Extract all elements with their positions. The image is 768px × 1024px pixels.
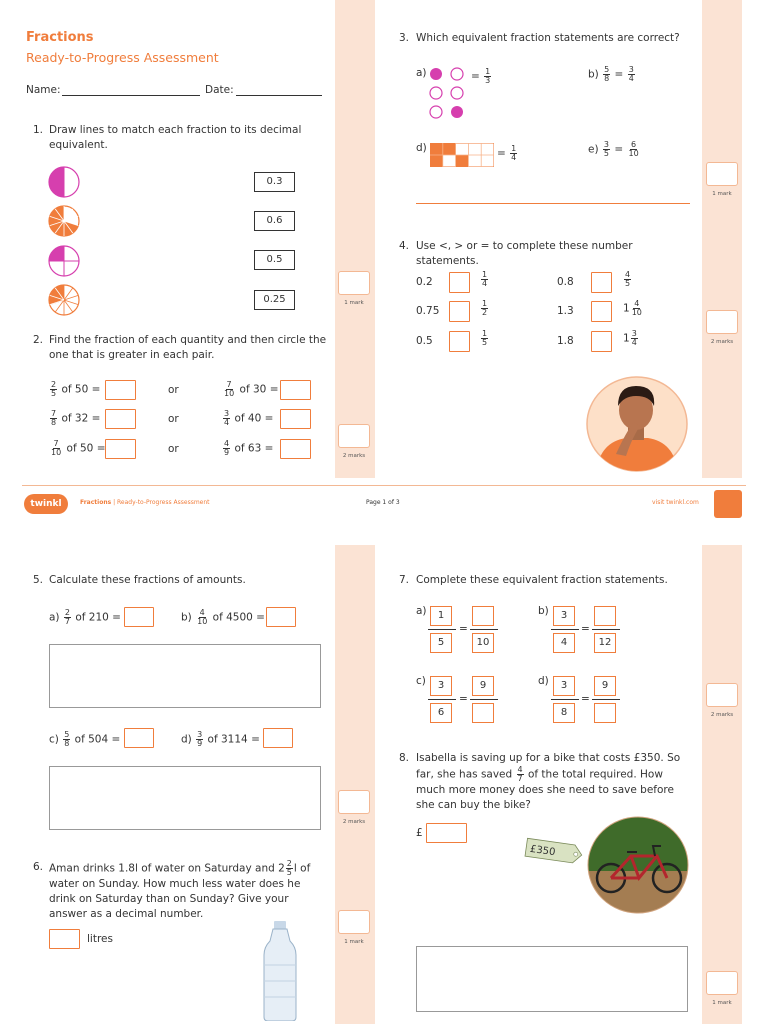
decimal-box-4: 0.25 [254, 290, 295, 310]
q7-c-eq: = [459, 693, 468, 705]
mark-label-q8: 1 mark [712, 1000, 732, 1006]
q3-a-eq: = $\frac{1}{3}$ [471, 67, 491, 85]
q2-row-1-right: $\frac{7}{10}$ of 30 = [224, 380, 279, 398]
q7-a-line-right [470, 629, 498, 630]
circle-half-pink [49, 167, 79, 197]
q3-a-dots [428, 66, 468, 122]
q2-answer-2-left[interactable] [105, 409, 136, 429]
q7-b-answer[interactable] [594, 606, 616, 626]
mark-label-q3: 1 mark [712, 191, 732, 197]
date-label: Date: [205, 84, 234, 96]
q7-text: Complete these equivalent fraction statements. [416, 574, 668, 586]
q4-box-r2[interactable] [591, 301, 612, 322]
q3-d-grid [430, 143, 494, 167]
q7-a-eq: = [459, 623, 468, 635]
q2-answer-3-left[interactable] [105, 439, 136, 459]
q7-b-den: 4 [553, 633, 575, 653]
thinking-boy-illustration [586, 376, 688, 472]
q7-d-den: 8 [553, 703, 575, 723]
q8-currency: £ [416, 827, 423, 839]
q4-l3: 0.5 [416, 335, 433, 347]
mark-box-q6[interactable] [338, 910, 370, 934]
q2-row-3-right: $\frac{4}{9}$ of 63 = [224, 439, 274, 457]
q6-text: Aman drinks 1.8l of water on Saturday and 2 $\frac{2}{5}$ l of water on Sunday. How much less water does he drink on Saturday than on Sunday? Give your answer as a decimal number. [49, 859, 311, 920]
q8-answer[interactable] [426, 823, 467, 843]
q7-d-eq: = [581, 693, 590, 705]
mark-label-q6: 1 mark [344, 939, 364, 945]
margin-strip-right-p2 [702, 545, 742, 1024]
q4-lf3: $\frac{1}{5}$ [482, 329, 488, 347]
mark-box-q2[interactable] [338, 424, 370, 448]
q8-number: 8. [399, 752, 410, 764]
q4-box-r3[interactable] [591, 331, 612, 352]
mark-box-q4[interactable] [706, 310, 738, 334]
q4-box-r1[interactable] [591, 272, 612, 293]
q5-a-answer[interactable] [124, 607, 154, 627]
q7-d-num2: 9 [594, 676, 616, 696]
date-line[interactable] [236, 95, 322, 96]
q4-number: 4. [399, 240, 410, 252]
q2-text: Find the fraction of each quantity and then circle the one that is greater in each pair. [49, 334, 327, 361]
margin-strip-left [335, 0, 375, 478]
q4-r3: 1.8 [557, 335, 574, 347]
q5-a: a) $\frac{2}{7}$ of 210 = [49, 608, 121, 626]
q2-row-1-left: $\frac{2}{5}$ of 50 = [51, 380, 101, 398]
q2-number: 2. [33, 334, 44, 346]
price-tag-illustration [518, 836, 588, 866]
q7-c-num2: 9 [472, 676, 494, 696]
q3-d-label: d) [416, 142, 427, 154]
q7-a-answer[interactable] [472, 606, 494, 626]
q2-answer-3-right[interactable] [280, 439, 311, 459]
q3-b: b) $\frac{5}{8}$ = $\frac{3}{4}$ [588, 65, 634, 83]
footer-title: Fractions | Ready-to-Progress Assessment [80, 499, 210, 506]
q5-working-box-2[interactable] [49, 766, 321, 830]
q2-row-2-right: $\frac{3}{4}$ of 40 = [224, 409, 274, 427]
q4-l1: 0.2 [416, 276, 433, 288]
twinkl-logo: twinkl [24, 494, 68, 514]
q7-a-label: a) [416, 605, 427, 617]
q4-l2: 0.75 [416, 305, 440, 317]
q2-or-1: or [168, 384, 179, 396]
q4-text: Use <, > or = to complete these number statements. [416, 240, 633, 267]
q5-d-answer[interactable] [263, 728, 293, 748]
q3-d-eq: = $\frac{1}{4}$ [497, 144, 517, 162]
decimal-box-3: 0.5 [254, 250, 295, 270]
q4-box-l2[interactable] [449, 301, 470, 322]
q2-answer-1-right[interactable] [280, 380, 311, 400]
q7-c-line-left [428, 699, 456, 700]
mark-label-q4: 2 marks [710, 339, 734, 345]
bike-illustration [587, 816, 689, 914]
q7-d-line-right [592, 699, 620, 700]
mark-label-q1: 1 mark [344, 300, 364, 306]
q2-row-2-left: $\frac{7}{8}$ of 32 = [51, 409, 101, 427]
name-line[interactable] [62, 95, 200, 96]
q2-or-3: or [168, 443, 179, 455]
mark-box-q3[interactable] [706, 162, 738, 186]
mark-label-q7: 2 marks [710, 712, 734, 718]
mark-box-q8[interactable] [706, 971, 738, 995]
q6-answer[interactable] [49, 929, 80, 949]
q5-b: b) $\frac{4}{10}$ of 4500 = [181, 608, 265, 626]
footer-page-number: Page 1 of 3 [366, 499, 400, 506]
q4-box-l3[interactable] [449, 331, 470, 352]
water-bottle-illustration [262, 921, 298, 1021]
q7-b-num: 3 [553, 606, 575, 626]
q7-a-den: 5 [430, 633, 452, 653]
twinkl-badge-icon [714, 490, 742, 518]
q7-d-line-left [551, 699, 579, 700]
q1-text: Draw lines to match each fraction to its decimal equivalent. [49, 124, 302, 151]
q5-c: c) $\frac{5}{8}$ of 504 = [49, 730, 121, 748]
margin-strip-right [702, 0, 742, 478]
q5-working-box-1[interactable] [49, 644, 321, 708]
q3-e: e) $\frac{3}{5}$ = $\frac{6}{10}$ [588, 140, 639, 158]
q4-box-l1[interactable] [449, 272, 470, 293]
circle-quarter-pink [49, 246, 79, 276]
price-tag-label: £350 [529, 843, 556, 859]
q5-c-answer[interactable] [124, 728, 154, 748]
q7-number: 7. [399, 574, 410, 586]
q6-unit: litres [87, 933, 113, 945]
q3-text: Which equivalent fraction statements are correct? [416, 32, 680, 44]
q4-lf2: $\frac{1}{2}$ [482, 299, 488, 317]
q3-answer-line[interactable] [416, 203, 690, 204]
mark-box-q5[interactable] [338, 790, 370, 814]
page-subtitle: Ready-to-Progress Assessment [26, 50, 219, 65]
q5-d: d) $\frac{3}{9}$ of 3114 = [181, 730, 260, 748]
q8-text: Isabella is saving up for a bike that costs £350. So far, she has saved $\frac{4}{7}$ of the total required. How much more money does she need to save before she can buy the bike? [416, 752, 681, 811]
q2-answer-1-left[interactable] [105, 380, 136, 400]
q7-a-num: 1 [430, 606, 452, 626]
name-label: Name: [26, 84, 61, 96]
q6-number: 6. [33, 861, 44, 873]
q7-a-den2: 10 [472, 633, 494, 653]
q5-b-answer[interactable] [266, 607, 296, 627]
q7-b-eq: = [581, 623, 590, 635]
q7-b-label: b) [538, 605, 549, 617]
q3-a-label: a) [416, 67, 427, 79]
mark-box-q1[interactable] [338, 271, 370, 295]
q4-r1: 0.8 [557, 276, 574, 288]
q7-c-den: 6 [430, 703, 452, 723]
circle-sixtenths-orange [49, 206, 79, 236]
q7-c-line-right [470, 699, 498, 700]
q4-r2: 1.3 [557, 305, 574, 317]
mark-box-q7[interactable] [706, 683, 738, 707]
q7-d-num: 3 [553, 676, 575, 696]
q7-c-label: c) [416, 675, 426, 687]
q4-rf1: $\frac{4}{5}$ [625, 270, 631, 288]
footer-divider [22, 485, 746, 486]
q7-b-line-right [592, 629, 620, 630]
q7-d-answer[interactable] [594, 703, 616, 723]
mark-label-q5: 2 marks [342, 819, 366, 825]
q7-c-num: 3 [430, 676, 452, 696]
q7-b-line-left [551, 629, 579, 630]
q7-b-den2: 12 [594, 633, 616, 653]
decimal-box-2: 0.6 [254, 211, 295, 231]
q1-number: 1. [33, 124, 44, 136]
q5-text: Calculate these fractions of amounts. [49, 574, 246, 586]
q1-fraction-circles [44, 163, 84, 319]
q2-or-2: or [168, 413, 179, 425]
margin-strip-left-p2 [335, 545, 375, 1024]
q7-c-answer[interactable] [472, 703, 494, 723]
circle-threetenths-orange [49, 285, 79, 315]
q2-row-3-left: $\frac{7}{10}$ of 50 = [51, 439, 106, 457]
q7-d-label: d) [538, 675, 549, 687]
footer-url[interactable]: visit twinkl.com [652, 499, 699, 506]
q5-number: 5. [33, 574, 44, 586]
q8-working-box[interactable] [416, 946, 688, 1012]
decimal-box-1: 0.3 [254, 172, 295, 192]
q3-number: 3. [399, 32, 410, 44]
q4-rf3: 1 $\frac{3}{4}$ [623, 329, 637, 347]
q4-rf2: 1 $\frac{4}{10}$ [623, 299, 642, 317]
mark-label-q2: 2 marks [342, 453, 366, 459]
q7-a-line-left [428, 629, 456, 630]
page-title: Fractions [26, 30, 94, 45]
q2-answer-2-right[interactable] [280, 409, 311, 429]
q4-lf1: $\frac{1}{4}$ [482, 270, 488, 288]
